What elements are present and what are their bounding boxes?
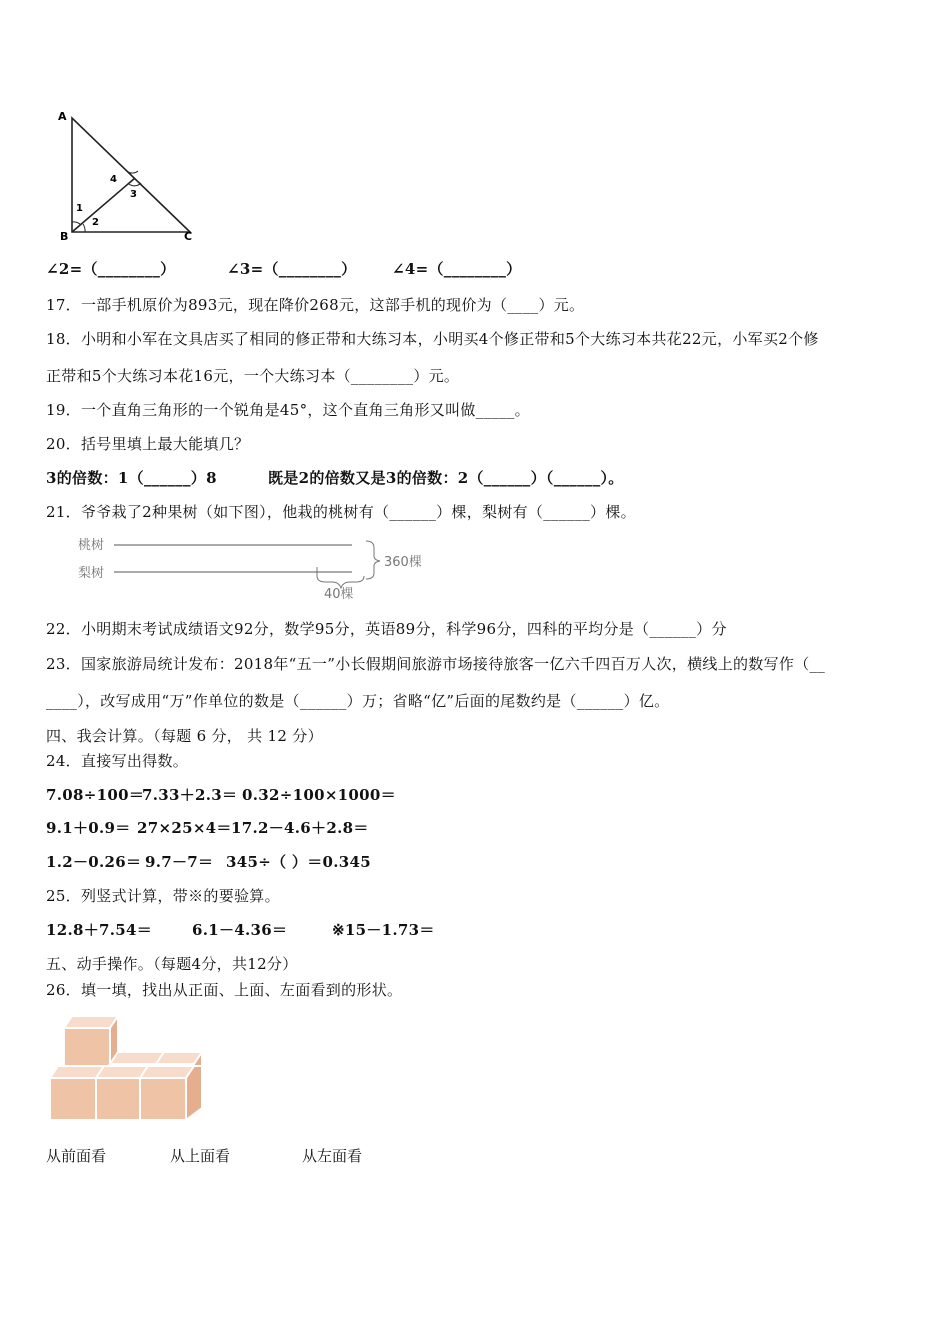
tree-line-diagram (74, 532, 444, 602)
angle-1-label: 1 (76, 203, 83, 214)
question-21: 21．爷爷栽了2种果树（如下图），他栽的桃树有（______）棵，梨树有（______）棵。 (46, 503, 636, 521)
section-5-title: 五、动手操作。（每题4分，共12分） (46, 955, 298, 973)
diff-label: 40棵 (324, 587, 354, 602)
question-23-line2: ____），改写成用“万”作单位的数是（______）万；省略“亿”后面的尾数约是（______）亿。 (46, 692, 670, 710)
q24-item-9: 345÷（ ）＝0.345 (226, 853, 371, 871)
q24-item-4: 9.1＋0.9＝ (46, 819, 131, 837)
q24-item-2: 7.33＋2.3＝ (142, 786, 238, 804)
cube-front-face-5 (96, 1078, 140, 1120)
question-20-part1: 3的倍数：1（______）8 (46, 469, 217, 487)
question-25-title: 25．列竖式计算，带※的要验算。 (46, 887, 280, 905)
cube-side-face-6 (186, 1066, 202, 1120)
arc-angle-2 (83, 224, 85, 232)
question-23-line1: 23．国家旅游局统计发布：2018年“五一”小长假期间旅游市场接待旅客一亿六千四百万人次，横线上的数写作（__ (46, 655, 826, 673)
total-brace (366, 541, 380, 579)
question-22: 22．小明期末考试成绩语文92分，数学95分，英语89分，科学96分，四科的平均分是（______）分 (46, 620, 727, 638)
cube-top-face-6 (140, 1066, 194, 1078)
cube-arrangement-figure (48, 1012, 208, 1124)
question-19: 19．一个直角三角形的一个锐角是45°，这个直角三角形又叫做_____。 (46, 401, 530, 419)
q25-item-3: ※15－1.73＝ (332, 921, 435, 939)
left-view-label: 从左面看 (302, 1147, 363, 1165)
total-label: 360棵 (384, 555, 422, 570)
vertex-a-label: A (58, 110, 67, 123)
cube-top-face-1 (64, 1016, 118, 1028)
section-4-title: 四、我会计算。（每题 6 分， 共 12 分） (46, 727, 323, 745)
q24-item-7: 1.2－0.26＝ (46, 853, 142, 871)
top-view-label: 从上面看 (170, 1147, 231, 1165)
q25-item-1: 12.8＋7.54＝ (46, 921, 153, 939)
q24-item-6: 17.2－4.6＋2.8＝ (231, 819, 369, 837)
question-18-line1: 18．小明和小军在文具店买了相同的修正带和大练习本，小明买4个修正带和5个大练习本共花22元，小军买2个修 (46, 330, 819, 348)
question-24-title: 24．直接写出得数。 (46, 752, 189, 770)
arc-angle-4 (128, 171, 138, 173)
vertex-c-label: C (184, 230, 193, 243)
q24-item-8: 9.7－7＝ (145, 853, 214, 871)
cube-top-face-4 (50, 1066, 104, 1078)
angle-2-answer: ∠2=（________） (46, 260, 176, 278)
cube-front-face-6 (140, 1078, 186, 1120)
cube-front-face-4 (50, 1078, 96, 1120)
q24-item-1: 7.08÷100＝ (46, 786, 145, 804)
pear-label: 梨树 (78, 566, 105, 581)
question-26-title: 26．填一填，找出从正面、上面、左面看到的形状。 (46, 981, 403, 999)
triangle-figure (52, 104, 202, 244)
angle-4-label: 4 (110, 174, 117, 185)
front-view-label: 从前面看 (46, 1147, 107, 1165)
angle-3-answer: ∠3=（________） (227, 260, 357, 278)
question-18-line2: 正带和5个大练习本花16元，一个大练习本（________）元。 (46, 367, 460, 385)
angle-3-label: 3 (130, 189, 137, 200)
cube-top-face-2 (110, 1052, 164, 1064)
angle-2-label: 2 (92, 217, 99, 228)
vertex-b-label: B (60, 230, 69, 243)
angle-4-answer: ∠4=（________） (392, 260, 522, 278)
question-20-part2: 既是2的倍数又是3的倍数：2（______）（______）。 (268, 469, 624, 487)
peach-label: 桃树 (78, 538, 105, 553)
cube-front-face-1 (64, 1028, 110, 1070)
cube-group (50, 1016, 202, 1120)
question-20-title: 20．括号里填上最大能填几？ (46, 435, 250, 453)
q25-item-2: 6.1－4.36＝ (192, 921, 288, 939)
question-17: 17．一部手机原价为893元，现在降价268元，这部手机的现价为（____）元。 (46, 296, 585, 314)
q24-item-5: 27×25×4＝ (137, 819, 232, 837)
triangle-abc (72, 118, 190, 232)
q24-item-3: 0.32÷100×1000＝ (242, 786, 396, 804)
